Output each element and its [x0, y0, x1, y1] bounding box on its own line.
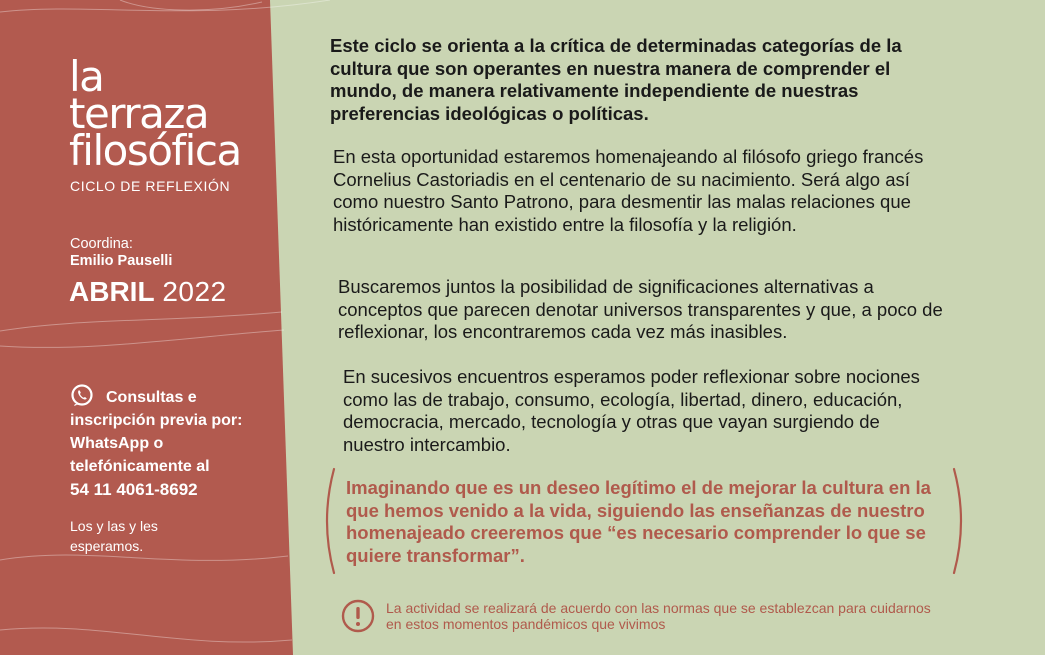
coordinator-name: Emilio Pauselli [70, 253, 173, 269]
quote-left-parenthesis [318, 466, 338, 576]
quote-right-parenthesis [950, 466, 970, 576]
event-month: ABRIL [69, 276, 155, 307]
brand-title-line: terraza [69, 89, 209, 138]
brand-title-line: la [69, 52, 104, 101]
brand-title-line: filosófica [69, 126, 241, 175]
exclamation-circle-icon [341, 599, 375, 633]
meetings-paragraph: En sucesivos encuentros esperamos poder reflexionar sobre nociones como las de trabajo, consumo, ecología, libertad, dinero, educación, democracia, mercado, tecnología y otras que vayan surgiendo de nuestro intercambio. [343, 366, 920, 455]
coordination-label: Coordina: [70, 236, 133, 252]
phone-number[interactable]: 54 11 4061-8692 [70, 480, 198, 499]
search-paragraph: Buscaremos juntos la posibilidad de significaciones alternativas a conceptos que parecen denotar universos transparentes y que, a poco de reflexionar, los encontraremos cada vez más inasibles. [338, 276, 943, 342]
greeting: Los y las y les esperamos. [70, 518, 158, 554]
brand-subtitle: CICLO DE REFLEXIÓN [70, 178, 231, 194]
event-year: 2022 [162, 276, 227, 307]
tribute-paragraph: En esta oportunidad estaremos homenajeando al filósofo griego francés Cornelius Castoriadis en el centenario de su nacimiento. Será algo así como nuestro Santo Patrono, para desmentir las malas relaciones que históricamente han existido entre la filosofía y la religión. [333, 146, 924, 235]
contact-text: Consultas e inscripción previa por: WhatsApp o telefónicamente al [70, 389, 243, 475]
notice-text: La actividad se realizará de acuerdo con las normas que se establezcan para cuidarnos en estos momentos pandémicos que vivimos [386, 600, 931, 632]
intro-paragraph: Este ciclo se orienta a la crítica de determinadas categorías de la cultura que son operantes en nuestra manera de comprender el mundo, de manera relativamente independiente de nuestras preferencias ideológicas o políticas. [330, 35, 902, 124]
quote-text: Imaginando que es un deseo legítimo el de mejorar la cultura en la que hemos venido a la vida, siguiendo las enseñanzas de nuestro homenajeado creeremos que “es necesario comprender lo que se quiere transformar”. [346, 477, 931, 566]
